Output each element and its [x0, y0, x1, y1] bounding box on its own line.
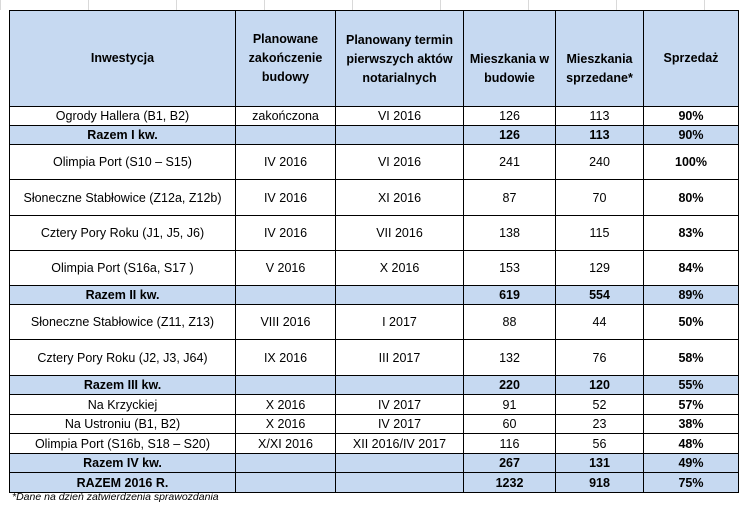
- header-sprzedaz: Sprzedaż: [644, 11, 739, 107]
- cell-termin: VI 2016: [336, 107, 464, 126]
- cell-zakonczenie: X 2016: [236, 395, 336, 415]
- cell-sprzedane: 554: [556, 286, 644, 305]
- cell-w-budowie: 126: [464, 107, 556, 126]
- cell-w-budowie: 132: [464, 340, 556, 376]
- cell-zakonczenie: [236, 126, 336, 145]
- sales-table: [9, 10, 739, 493]
- cell-sprzedane: 113: [556, 107, 644, 126]
- cell-inwestycja: Olimpia Port (S16b, S18 – S20): [10, 434, 236, 454]
- table-row: [10, 251, 739, 286]
- cell-sprzedaz: 90%: [644, 107, 739, 126]
- cell-w-budowie: 153: [464, 251, 556, 286]
- cell-sprzedane: 44: [556, 305, 644, 340]
- cell-zakonczenie: [236, 376, 336, 395]
- summary-row: [10, 286, 739, 305]
- header-sprzedane: Mieszkania sprzedane*: [556, 11, 644, 107]
- summary-row: [10, 454, 739, 473]
- cell-zakonczenie: V 2016: [236, 251, 336, 286]
- table-row: [10, 305, 739, 340]
- cell-zakonczenie: VIII 2016: [236, 305, 336, 340]
- summary-row: [10, 376, 739, 395]
- cell-inwestycja: Słoneczne Stabłowice (Z12a, Z12b): [10, 180, 236, 216]
- header-w-budowie: Mieszkania w budowie: [464, 11, 556, 107]
- cell-sprzedane: 113: [556, 126, 644, 145]
- cell-zakonczenie: [236, 473, 336, 493]
- cell-sprzedane: 52: [556, 395, 644, 415]
- header-inwestycja: Inwestycja: [10, 11, 236, 107]
- cell-sprzedaz: 55%: [644, 376, 739, 395]
- cell-sprzedaz: 80%: [644, 180, 739, 216]
- cell-sprzedane: 240: [556, 145, 644, 180]
- cell-sprzedaz: 50%: [644, 305, 739, 340]
- cell-w-budowie: 87: [464, 180, 556, 216]
- cell-sprzedaz: 38%: [644, 415, 739, 434]
- cell-zakonczenie: IV 2016: [236, 216, 336, 251]
- cell-sprzedaz: 57%: [644, 395, 739, 415]
- cell-inwestycja: Na Ustroniu (B1, B2): [10, 415, 236, 434]
- cell-inwestycja: Ogrody Hallera (B1, B2): [10, 107, 236, 126]
- cell-termin: I 2017: [336, 305, 464, 340]
- table-row: [10, 216, 739, 251]
- cell-w-budowie: 60: [464, 415, 556, 434]
- cell-termin: VI 2016: [336, 145, 464, 180]
- cell-w-budowie: 619: [464, 286, 556, 305]
- footnote: *Dane na dzień zatwierdzenia sprawozdania: [12, 491, 219, 503]
- cell-inwestycja: Razem III kw.: [10, 376, 236, 395]
- cell-termin: X 2016: [336, 251, 464, 286]
- cell-w-budowie: 126: [464, 126, 556, 145]
- cell-sprzedane: 23: [556, 415, 644, 434]
- table-row: [10, 415, 739, 434]
- cell-w-budowie: 88: [464, 305, 556, 340]
- cell-inwestycja: Razem I kw.: [10, 126, 236, 145]
- cell-w-budowie: 1232: [464, 473, 556, 493]
- cell-sprzedaz: 90%: [644, 126, 739, 145]
- cell-termin: XI 2016: [336, 180, 464, 216]
- cell-zakonczenie: X 2016: [236, 415, 336, 434]
- cell-sprzedaz: 89%: [644, 286, 739, 305]
- cell-inwestycja: Olimpia Port (S10 – S15): [10, 145, 236, 180]
- cell-inwestycja: Cztery Pory Roku (J1, J5, J6): [10, 216, 236, 251]
- cell-sprzedaz: 49%: [644, 454, 739, 473]
- cell-termin: XII 2016/IV 2017: [336, 434, 464, 454]
- cell-w-budowie: 220: [464, 376, 556, 395]
- cell-termin: [336, 454, 464, 473]
- header-zakonczenie: Planowane zakończenie budowy: [236, 11, 336, 107]
- cell-sprzedane: 76: [556, 340, 644, 376]
- cell-termin: [336, 286, 464, 305]
- cell-sprzedaz: 48%: [644, 434, 739, 454]
- cell-sprzedane: 918: [556, 473, 644, 493]
- table-row: [10, 340, 739, 376]
- cell-sprzedaz: 100%: [644, 145, 739, 180]
- table-row: [10, 107, 739, 126]
- cell-zakonczenie: zakończona: [236, 107, 336, 126]
- cell-sprzedane: 70: [556, 180, 644, 216]
- cell-sprzedaz: 83%: [644, 216, 739, 251]
- cell-termin: IV 2017: [336, 415, 464, 434]
- cell-zakonczenie: IV 2016: [236, 145, 336, 180]
- summary-row: [10, 473, 739, 493]
- table-row: [10, 434, 739, 454]
- cell-zakonczenie: [236, 286, 336, 305]
- cell-zakonczenie: IX 2016: [236, 340, 336, 376]
- cell-sprzedane: 115: [556, 216, 644, 251]
- cell-inwestycja: Olimpia Port (S16a, S17 ): [10, 251, 236, 286]
- cell-sprzedaz: 58%: [644, 340, 739, 376]
- table-row: [10, 145, 739, 180]
- table-row: [10, 180, 739, 216]
- cell-zakonczenie: [236, 454, 336, 473]
- table-row: [10, 395, 739, 415]
- cell-inwestycja: Razem IV kw.: [10, 454, 236, 473]
- table-body: [10, 107, 739, 493]
- spreadsheet-grid-edge: [0, 0, 749, 10]
- header-termin: Planowany termin pierwszych aktów notarialnych: [336, 11, 464, 107]
- cell-termin: [336, 473, 464, 493]
- cell-w-budowie: 241: [464, 145, 556, 180]
- cell-inwestycja: Słoneczne Stabłowice (Z11, Z13): [10, 305, 236, 340]
- cell-inwestycja: Na Krzyckiej: [10, 395, 236, 415]
- cell-w-budowie: 138: [464, 216, 556, 251]
- cell-sprzedane: 120: [556, 376, 644, 395]
- cell-inwestycja: Cztery Pory Roku (J2, J3, J64): [10, 340, 236, 376]
- cell-inwestycja: Razem II kw.: [10, 286, 236, 305]
- cell-zakonczenie: IV 2016: [236, 180, 336, 216]
- cell-termin: [336, 126, 464, 145]
- cell-w-budowie: 267: [464, 454, 556, 473]
- summary-row: [10, 126, 739, 145]
- cell-termin: IV 2017: [336, 395, 464, 415]
- cell-sprzedaz: 75%: [644, 473, 739, 493]
- cell-sprzedane: 129: [556, 251, 644, 286]
- cell-termin: [336, 376, 464, 395]
- cell-zakonczenie: X/XI 2016: [236, 434, 336, 454]
- cell-termin: III 2017: [336, 340, 464, 376]
- cell-w-budowie: 116: [464, 434, 556, 454]
- cell-sprzedaz: 84%: [644, 251, 739, 286]
- cell-termin: VII 2016: [336, 216, 464, 251]
- header-row: [10, 11, 739, 107]
- cell-sprzedane: 131: [556, 454, 644, 473]
- cell-sprzedane: 56: [556, 434, 644, 454]
- cell-w-budowie: 91: [464, 395, 556, 415]
- cell-inwestycja: RAZEM 2016 R.: [10, 473, 236, 493]
